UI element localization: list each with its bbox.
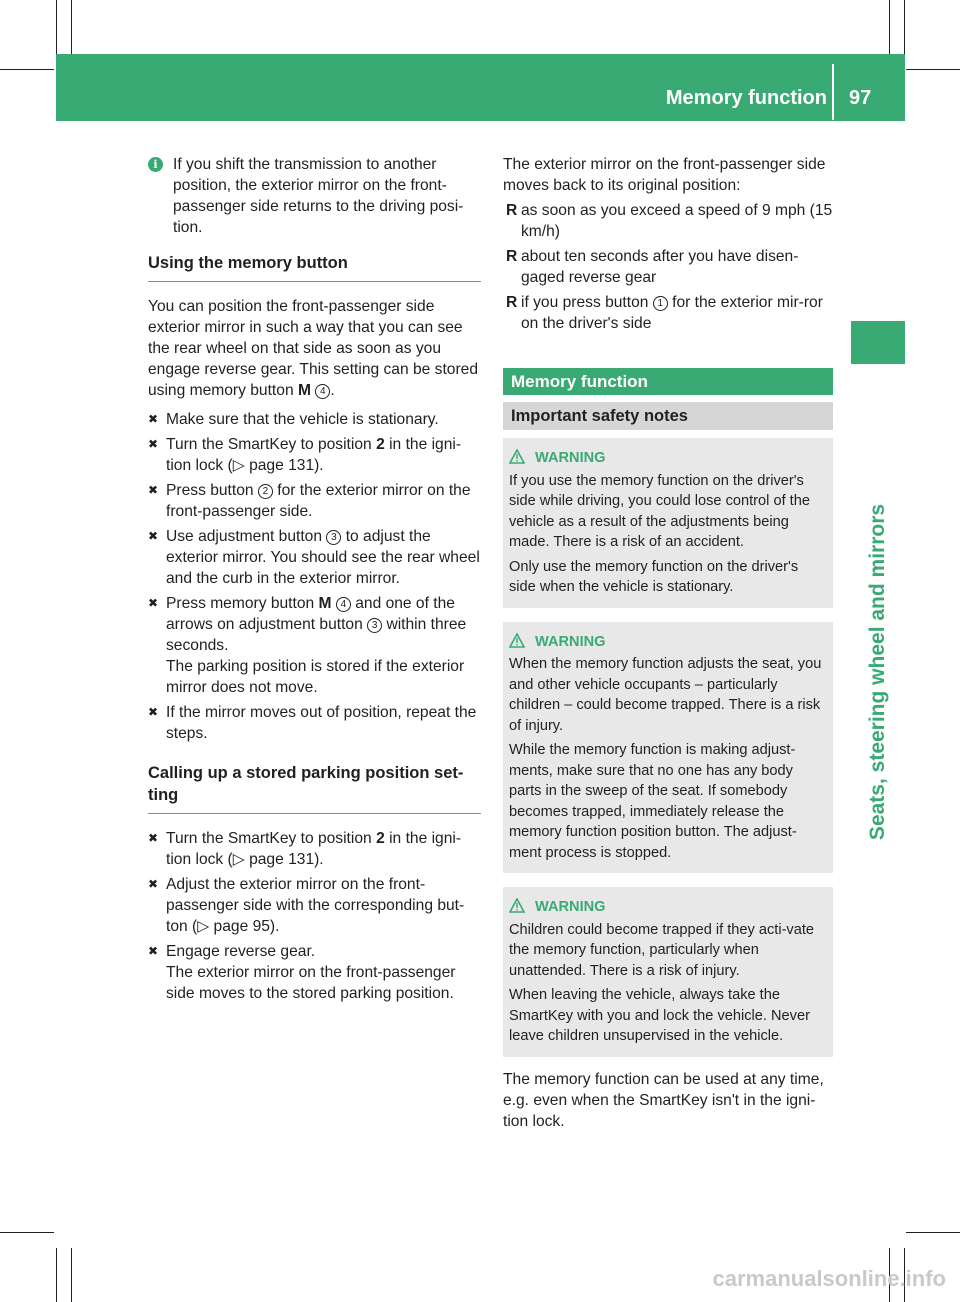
callout-3-icon: 3 (367, 618, 382, 633)
crop-mark (71, 1248, 72, 1302)
mirror-return-intro: The exterior mirror on the front-passenger side moves back to its original position: (503, 156, 826, 194)
step-item: ✖ Make sure that the vehicle is stationary. (148, 411, 439, 428)
step-item: ✖ Press button 2 for the exterior mirror on the front-passenger side. (148, 482, 471, 520)
page-reference-link[interactable]: page 131). (249, 457, 324, 474)
page-reference-link[interactable]: page 95). (213, 918, 280, 935)
header-divider (832, 64, 834, 120)
left-column (148, 154, 481, 1008)
step-arrow-icon: ✖ (148, 437, 159, 451)
section-heading-memory-function: Memory function (503, 368, 833, 395)
step-arrow-icon: ✖ (148, 596, 159, 610)
list-item: R as soon as you exceed a speed of 9 mph (15 km/h) (506, 202, 833, 240)
crop-mark (906, 69, 960, 70)
page-ref-arrow-icon: ▷ (232, 851, 245, 868)
step-arrow-icon: ✖ (148, 529, 159, 543)
step-arrow-icon: ✖ (148, 412, 159, 426)
warning-box: WARNING Children could become trapped if they acti-vate the memory function, particularly when unattended. There is a risk of injury. When leaving the vehicle, always take the SmartKey with you and lock the vehicle. Never leave children unsupervised in the vehicle. (503, 887, 833, 1057)
page-reference-link[interactable]: page 131). (249, 851, 324, 868)
crop-mark (906, 1232, 960, 1233)
callout-2-icon: 2 (258, 484, 273, 499)
step-item: ✖ Turn the SmartKey to position 2 in the igni-tion lock (▷ page 131). (148, 830, 462, 868)
list-item: R about ten seconds after you have disen-gaged reverse gear (506, 248, 799, 286)
watermark: carmanualsonline.info (712, 1266, 946, 1291)
bullet-icon: R (506, 202, 518, 219)
bullet-icon: R (506, 294, 518, 311)
info-note (148, 154, 481, 238)
step-item: ✖ Use adjustment button 3 to adjust the exterior mirror. You should see the rear wheel and the curb in the exterior mirror. (148, 528, 480, 587)
step-item: ✖ Press memory button M 4 and one of the arrows on adjustment button 3 within three seconds. The parking position is stored if the exterior mirror does not move. (148, 595, 467, 696)
step-item: ✖ If the mirror moves out of position, repeat the steps. (148, 704, 477, 742)
crop-mark (56, 1248, 57, 1302)
callout-1-icon: 1 (653, 296, 668, 311)
page-number: 97 (849, 87, 872, 109)
subsection-heading-safety-notes: Important safety notes (503, 402, 833, 430)
info-note-text: If you shift the transmission to another position, the exterior mirror on the front-passenger side returns to the driving posi-tion. (173, 156, 464, 236)
page-ref-arrow-icon: ▷ (197, 918, 210, 935)
page-ref-arrow-icon: ▷ (232, 457, 245, 474)
heading-calling-up-parking-position: Calling up a stored parking position set-ting (148, 762, 481, 814)
warning-triangle-icon (509, 449, 525, 464)
info-icon: i (148, 157, 163, 172)
step-arrow-icon: ✖ (148, 944, 159, 958)
crop-mark (0, 1232, 54, 1233)
step-arrow-icon: ✖ (148, 831, 159, 845)
step-arrow-icon: ✖ (148, 877, 159, 891)
running-header-title: Memory function (665, 87, 827, 109)
chapter-tab-label: Seats, steering wheel and mirrors (866, 503, 889, 841)
warning-header: WARNING (509, 632, 827, 653)
crop-mark (0, 69, 54, 70)
warning-box: WARNING When the memory function adjusts the seat, you and other vehicle occupants – particularly children – could become trapped. There is a risk of injury. While the memory function is making adjust-ments, make sure that no one has any body parts in the sweep of the seat. If somebody becomes trapped, immediately release the memory function position button. The adjust-ment process is stopped. (503, 622, 833, 874)
step-arrow-icon: ✖ (148, 483, 159, 497)
heading-using-memory-button: Using the memory button (148, 252, 481, 282)
callout-4-icon: 4 (315, 384, 330, 399)
warning-triangle-icon (509, 633, 525, 648)
intro-paragraph: You can position the front-passenger side exterior mirror in such a way that you can see the rear wheel on that side as soon as you engage reverse gear. This setting can be stored using memory button M 4 . (148, 298, 478, 399)
step-item: ✖ Engage reverse gear. The exterior mirror on the front-passenger side moves to the stored parking position. (148, 943, 456, 1002)
crop-mark (904, 0, 905, 54)
callout-4-icon: 4 (336, 597, 351, 612)
crop-mark (889, 0, 890, 54)
crop-mark (71, 0, 72, 54)
warning-header: WARNING (509, 448, 827, 469)
right-column (503, 154, 833, 1132)
step-item: ✖ Adjust the exterior mirror on the front-passenger side with the corresponding but-ton (▷ page 95). (148, 876, 465, 935)
list-item: R if you press button 1 for the exterior mir-ror on the driver's side (506, 294, 823, 332)
warning-triangle-icon (509, 898, 525, 913)
warning-header: WARNING (509, 897, 827, 918)
step-arrow-icon: ✖ (148, 705, 159, 719)
crop-mark (56, 0, 57, 54)
callout-3-icon: 3 (326, 530, 341, 545)
bullet-icon: R (506, 248, 518, 265)
step-item: ✖ Turn the SmartKey to position 2 in the igni-tion lock (▷ page 131). (148, 436, 462, 474)
closing-paragraph: The memory function can be used at any time, e.g. even when the SmartKey isn't in the igni-tion lock. (503, 1070, 824, 1130)
chapter-tab-block (851, 321, 905, 364)
warning-box: WARNING If you use the memory function on the driver's side while driving, you could lose control of the vehicle as a result of the adjustments being made. There is a risk of an accident. Only use the memory function on the driver's side when the vehicle is stationary. (503, 438, 833, 608)
